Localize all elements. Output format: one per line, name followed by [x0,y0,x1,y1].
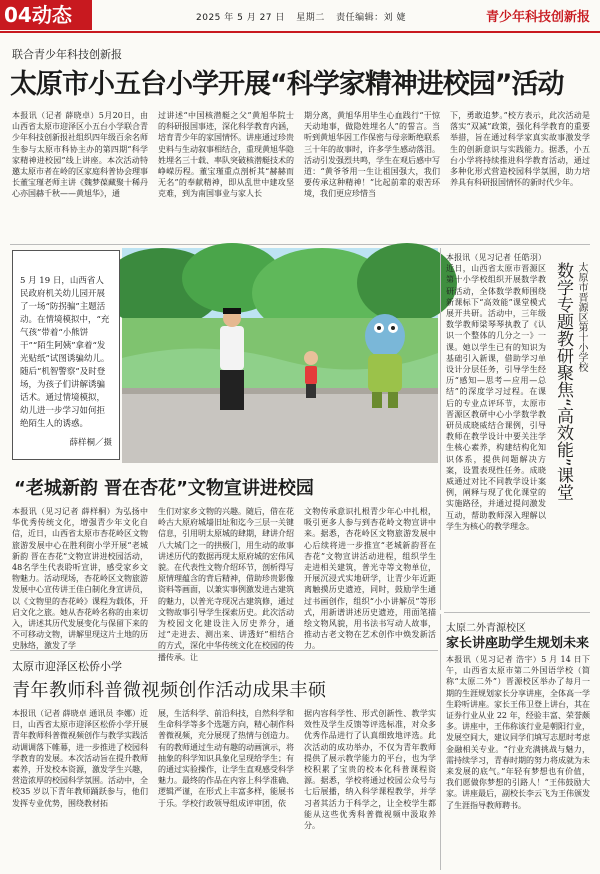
story2-column-1: 本报讯（见习记者 薛样桐）为弘扬中华优秀传统文化，增强青少年文化自信，近日，山西省太原市杏花岭区文物旅游发展中心在胜利街小学开展“老城新韵 晋在杏花”文物宣讲进校园活动，48名学生代表聆听宣讲，感受家乡文物魅力。活动现场，杏花岭区文物旅游发展中心宣传讲王佳白制化身宣讲员，以《文物里的杏花岭》课程为载体，开启文化之旅。她从杏花岭名称的由来切入，讲述其历代发展变化与保留下来的不可移动文物，讲解里现这片土地的历史脉络，激发了学 [12,507,148,651]
story2-column-3: 文物传承意识扎根青少年心中扎根，吸引更多人参与到杏花岭文物宣讲中来。据悉，杏花岭区文物旅游发展中心后续将进一步推宣“老城新韵晋在杏花”文物宣讲活动进程，组织学生走进相关建筑，普光寺等文物单位，开展沉浸式实地研学，让青少年近距离触摸历史遗迹，同时，鼓励学生通过书画创作，组织“小小讲解员”等形式，用新谱讲述历史遗迹，用面笔描绘文物风貌，用书法书写动人故事，推动古老文物在艺术创作中焕发新活力。 [304,507,436,651]
story4-headline: 家长讲座助学生规划未来 [446,636,590,651]
lead-kicker: 联合青少年科技创新报 [12,48,122,61]
right-story-kicker: 太原市晋源区第十小学校 [576,262,587,372]
issue-date: 2025 年 5 月 27 日 [196,13,285,23]
photo-credit: 薛样桐／摄 [69,438,112,448]
story2-headline: “老城新韵 晋在杏花”文物宣讲进校园 [14,478,314,499]
lead-column-2: 过讲述“中国核潜艇之父”黄旭华院士的科研报国事迹，深化科学教育内涵，培育青少年的家国情怀。讲座通过珍贵史料与生动叙事相结合，重现黄旭华隐姓埋名三十载、率队突破核潜艇技术的峥嵘历程。董宝瑾重点剖析其“赫赫而无名”的奉献精神，即从乱世中建攻坚克难，到为南国事业与家人长 [158,111,294,199]
story4-divider [444,612,590,613]
right-column-rule [440,248,441,610]
right-story-text: 本报讯（见习记者 任皓羽）近日，山西省太原市晋源区第十小学校组织开展数学教研活动，全体数学教师围绕新课标下“高效能”课堂模式展开共研。活动中，三年级数学教师梁琴琴执教了《认识一个整体的几分之一》一课。她以学生已有的知识为基础引入新课，借助学习单设计分层任务，引导学生经历“感知—思考—应用—总结”的深度学习过程。在课后的专业点评环节，太原市晋源区教研中心小学数学教研员成晓威结合课例，引导教师在教学设计中要关注学生核心素养，构建结构化知识体系，提供问题解决方案，设置表现性任务。成晓威通过对比不同教学设计案例，阐释与现了优化课堂的实施路径，并通过提问激发互动，帮助教师深入理解以学生为核心的教学理念。 [446,253,546,531]
lead-divider [10,244,590,245]
story4-text: 本报讯（见习记者 浩宇）5 月 14 日下午，山西省太原市第二外国语学校（简称“太原二外”）晋源校区举办了每月一期的生涯规划家长分享讲座，全体高一学生聆听讲座。家长王伟卫登上讲台，其在证券行业从业 22 年，经验丰富、荣誉颇多。讲座中，王伟称该行业是朝阳行业，发展空间大，建议同学们填写志愿时考虑金融相关专业。“行业充满挑战与魅力，需持续学习，青春时期的努力将成就为未来发展的底气。”年轻有梦想也有价值，我们愿做你梦想的引路人！”王伟鼓励大家。讲座最后，副校长李云飞为王伟颁发了生涯指导教师聘书。 [446,655,590,810]
story2-divider [10,650,438,651]
right-story-headline: 数学专题教研聚焦“高效能”课堂 [553,262,573,501]
story3-column-3: 据内容科学性、形式创新性、教学实效性及学生反馈等评选标准，对众多优秀作品进行了认真细致地评选。此次活动的成功举办，不仅为青年教师提供了展示教学能力的平台，也为学校积累了宝贵的校本化科普课程资源。据悉，学校将通过校园公众号与七后展播，纳入科学课程教学，并学习者其活力于科学之，让全校学生都能从这些优秀科普微视频中汲取养分。 [304,709,436,831]
news-photo [122,248,438,463]
header-rule [0,31,600,33]
story3-kicker: 太原市迎泽区松侨小学 [12,660,122,673]
story3-column-2: 展，生活科学、前沿科技，自然科学和生命科学等多个选题方向，精心制作科普微视频，充分展现了热情与创造力。有的教师通过生动有趣的动画演示，将抽象的科学知识具象化呈现给学生；有的通过实验操作，让学生直观感受科学魅力。最终的作品在内容上科学准确、逻辑严谨，在形式上丰富多样，能展书于乐。学校行政领导组成评审团，依 [158,709,294,808]
photo-caption-text: 5 月 19 日，山西省人民政府机关幼儿园开展了一场“防拐骗”主题活动。在情境模拟中，“充气孩”带着“小熊饼干”“陌生阿姨”拿着“发光贴纸”试图诱骗幼儿。随后“机智警察”及时登场，为孩子们讲解诱骗话术。通过情境模拟，幼儿进一步学习如何拒绝陌生人的诱惑。 [20,276,110,429]
lead-column-3: 期分离，黄旭华用毕生心血践行“干惊天动地事，做隐姓埋名人”的誓言。当听到黄旭华因工作保密与母亲断绝联系三十年的故事时，许多学生感动落泪。活动引发强烈共鸣，学生在观后感中写道：“黄爷爷用一生让祖国强大，我们要传承这种精神！”比起前辈的艰苦环境，我们更应珍惜当 [304,111,440,199]
newspaper-brand-logo: 青少年科技创新报 [485,10,590,25]
issue-info [196,10,414,23]
story2-column-2: 生们对家乡文物的兴趣。随后，借在花岭古大原府城墙旧址和迄今三层一关键信息，引用明太原城的肆期，肆讲介绍八大城门之一的拱极门，用生动的故事讲述历代的数据再现太原府城的宏伟风貌。在代表性文物介绍环节，剖析得写原情理蕴含的背后精神，借助珍贵影像资料等画面，以兼实事例激发进古建筑的魅力，以普光寺现况古建筑修，通过文物故事引导学生探索历史。此次活动为校园文化建设注入厉史养分，通过“走进去、测出来、讲透好”相结合的方式，深化中华传统文化在校园的传播传承。让 [158,507,294,662]
story4-column-rule [440,614,441,870]
story3-column-1: 本报讯（记者 薛晓卓 通讯员 李娜）近日，山西省太原市迎泽区松侨小学开展青年教师科普微视频创作与教学实践活动调调落下帷幕，进一步推进了校园科学教育的发展。本次活动旨在提升教师素养，开发校本资源，激发学生兴趣，营造浓厚的校园科学氛围。活动中，全校35 岁以下青年教师踊跃参与，他们发挥专业优势，围绕教材拓 [12,709,148,808]
issue-editor: 责任编辑：刘 婕 [336,13,407,23]
story3-headline: 青年教师科普微视频创作活动成果丰硕 [12,680,327,701]
lead-headline: 太原市小五台小学开展“科学家精神进校园”活动 [10,69,564,100]
story4-kicker: 太原二外青源校区 [446,623,526,634]
issue-weekday: 星期二 [296,13,325,23]
lead-column-4: 下，勇敢追梦。”校方表示，此次活动是落实“双减”政策，强化科学教育的重要举措，旨在通过科学家真实故事激发学生的创新意识与实践能力。据悉，小五台小学将持续推进科学教育活动，通过多种化形式营造校园科学氛围，助力培养具有科研报国情怀的新时代少年。 [450,111,590,188]
page-section-badge: 04动态 [0,0,92,30]
lead-column-1: 本报讯（记者 薛晓卓）5月20日，由山西省太原市迎泽区小五台小学联合青少年科技创新报社组织四年级百余名师生参与太原市科协主办的第四期“科学家精神进校园”线上讲座。本次活动特邀太原市者在岭的区家庭科普协会理事长董宝瑾老师主讲《魏梦葆藏聚十稀丹心亦国赫千秋——黄旭华》，通 [12,111,148,199]
photo-caption [12,250,120,460]
